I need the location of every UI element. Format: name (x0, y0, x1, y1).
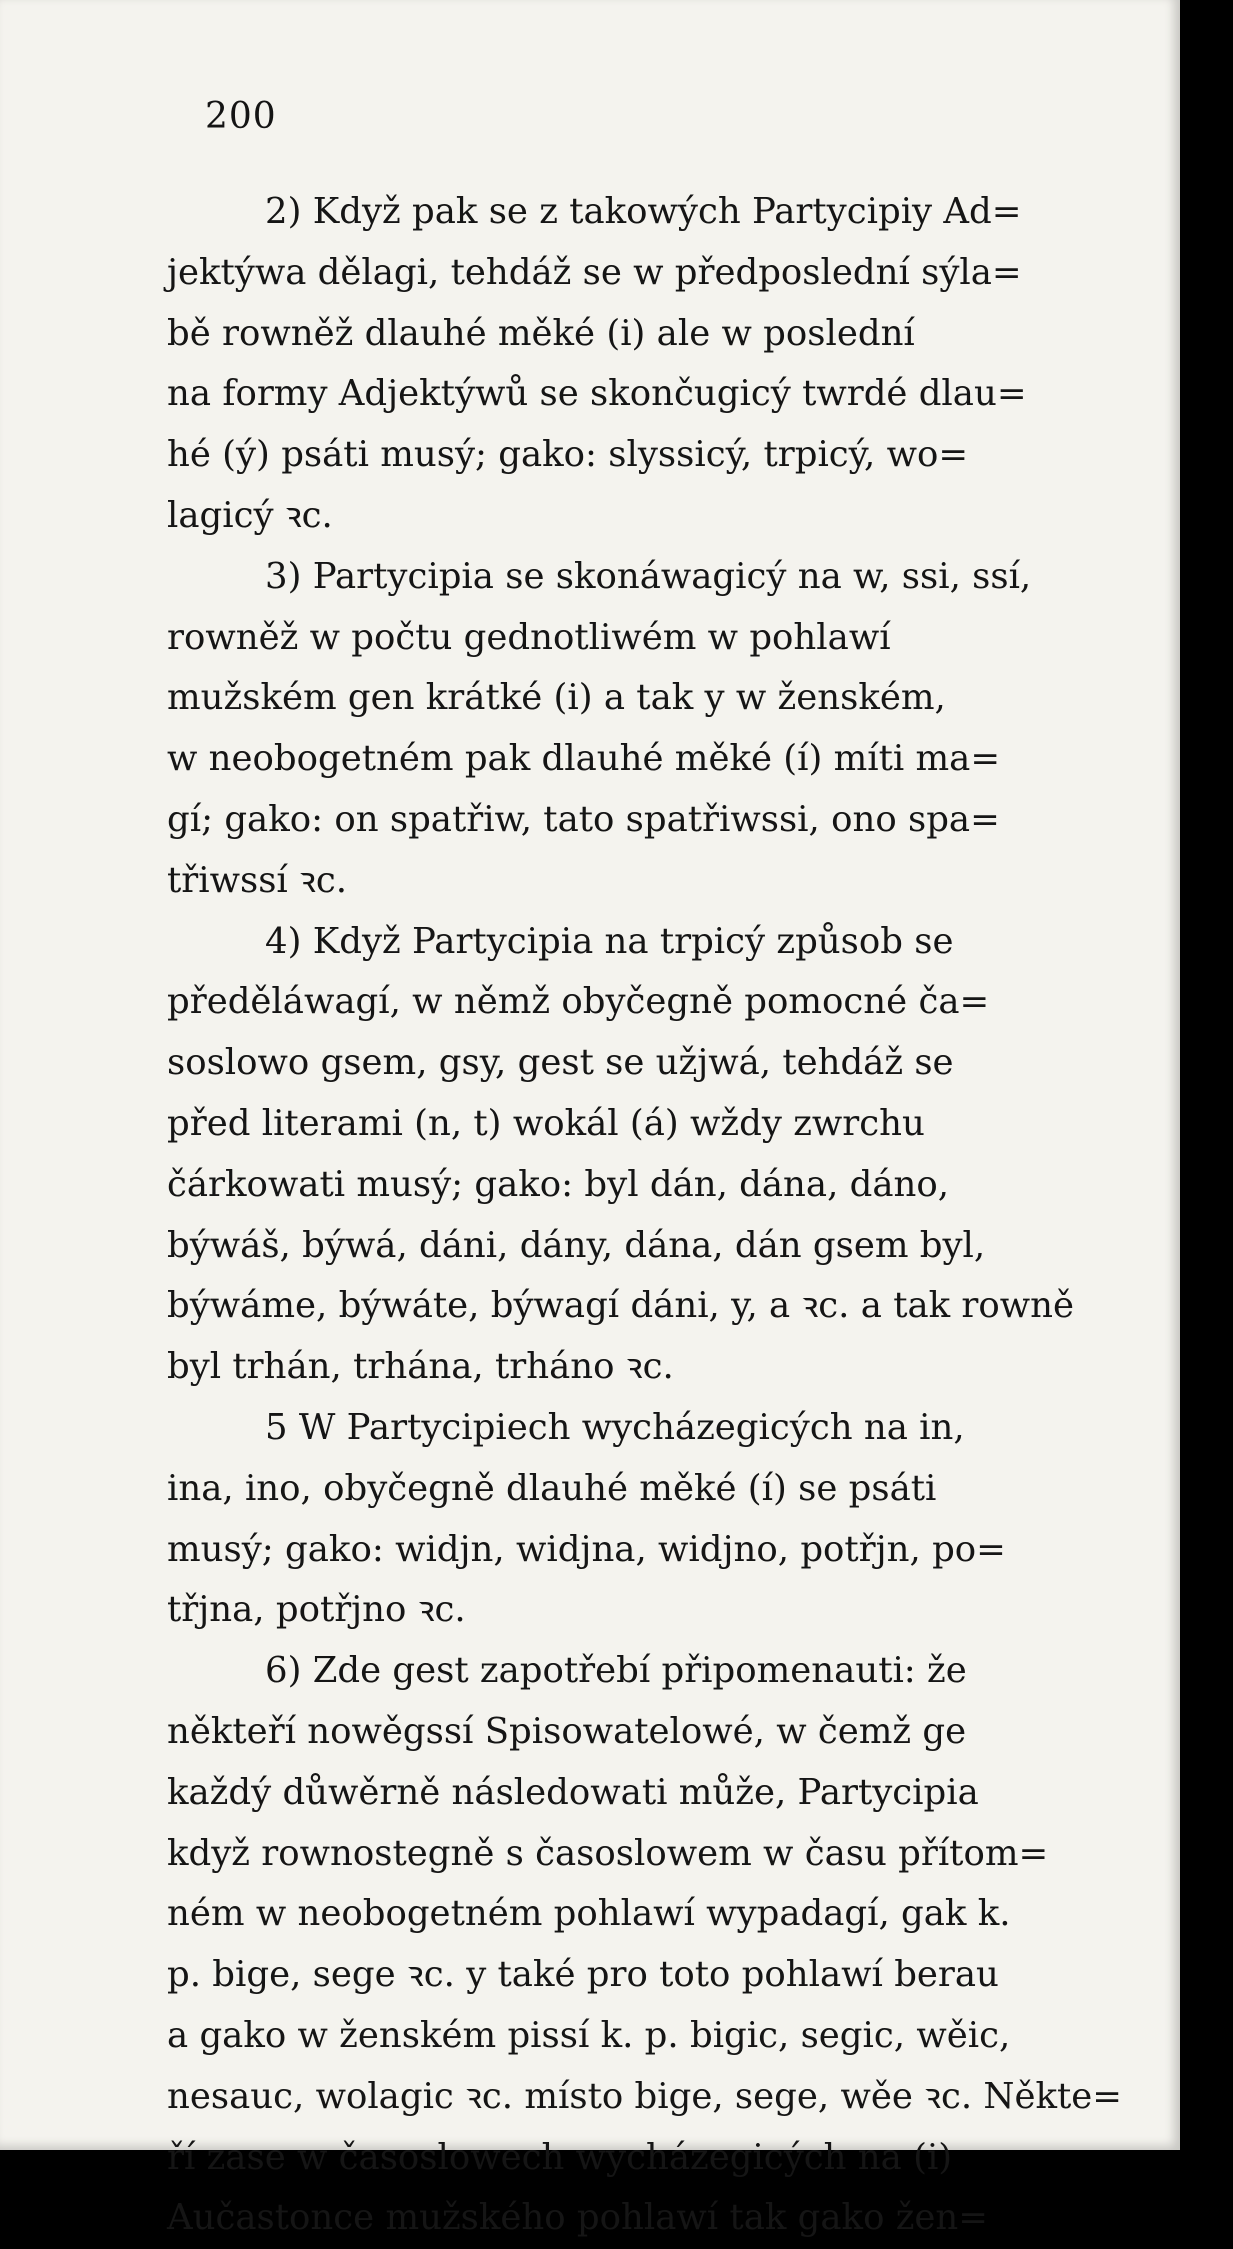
text-line: někteří nowěgssí Spisowatelowé, w čemž ge (167, 1710, 967, 1752)
text-line: nesauc, wolagic ꝛc. místo bige, sege, wěe ꝛc. Někte= (167, 2075, 1123, 2117)
text-line: když rownostegně s časoslowem w času přítom= (167, 1832, 1049, 1874)
text-line: ří zase w časoslowech wycházegicých na (i) (167, 2136, 953, 2178)
text-line: w neobogetném pak dlauhé měké (í) míti ma= (167, 738, 1001, 780)
text-line: jektýwa dělagi, tehdáž se w předposlední sýla= (167, 251, 1022, 293)
text-line: předěláwagí, w němž obyčegně pomocné ča= (167, 981, 990, 1023)
text-line: musý; gako: widjn, widjna, widjno, potřjn, po= (167, 1528, 1006, 1570)
text-line: 6) Zde gest zapotřebí připomenauti: že (265, 1650, 967, 1692)
text-line: ném w neobogetném pohlawí wypadagí, gak k. (167, 1893, 1011, 1935)
text-line: p. bige, sege ꝛc. y také pro toto pohlawí berau (167, 1954, 999, 1996)
text-line: bě rowněž dlauhé měké (i) ale w poslední (167, 312, 915, 354)
text-line: před literami (n, t) wokál (á) wždy zwrchu (167, 1102, 925, 1144)
text-line: lagicý ꝛc. (167, 494, 333, 536)
text-line: Aučastonce mužského pohlawí tak gako žen= (167, 2197, 989, 2239)
text-line: rowněž w počtu gednotliwém w pohlawí (167, 616, 891, 658)
text-line: třjna, potřjno ꝛc. (167, 1589, 466, 1631)
text-line: 5 W Partycipiech wycházegicých na in, (265, 1406, 965, 1448)
text-line: na formy Adjektýwů se skončugicý twrdé dlau= (167, 373, 1027, 415)
text-line: gí; gako: on spatřiw, tato spatřiwssi, ono spa= (167, 798, 1000, 840)
text-line: 3) Partycipia se skonáwagicý na w, ssi, ssí, (265, 555, 1032, 597)
text-line: 2) Když pak se z takowých Partycipiy Ad= (265, 191, 1022, 232)
text-line: 4) Když Partycipia na trpicý způsob se (265, 920, 954, 962)
text-line: soslowo gsem, gsy, gest se užjwá, tehdáž se (167, 1042, 954, 1084)
text-line: ina, ino, obyčegně dlauhé měké (í) se psáti (167, 1467, 937, 1509)
text-line: hé (ý) psáti musý; gako: slyssicý, trpicý, wo= (167, 434, 969, 476)
text-line: čárkowati musý; gako: byl dán, dána, dáno, (167, 1163, 950, 1205)
text-line: mužském gen krátké (i) a tak y w ženském, (167, 677, 946, 719)
text-line: byl trhán, trhána, trháno ꝛc. (167, 1346, 674, 1388)
text-line: býwáme, býwáte, býwagí dáni, y, a ꝛc. a tak rowně (167, 1285, 1075, 1327)
text-line: třiwssí ꝛc. (167, 859, 348, 901)
page-number: 200 (205, 96, 277, 137)
text-line: býwáš, býwá, dáni, dány, dána, dán gsem byl, (167, 1224, 986, 1266)
text-line: a gako w ženském pissí k. p. bigic, segic, wěic, (167, 2014, 1011, 2056)
body-text (167, 182, 1175, 2249)
text-line: každý důwěrně následowati může, Partycipia (167, 1771, 979, 1813)
